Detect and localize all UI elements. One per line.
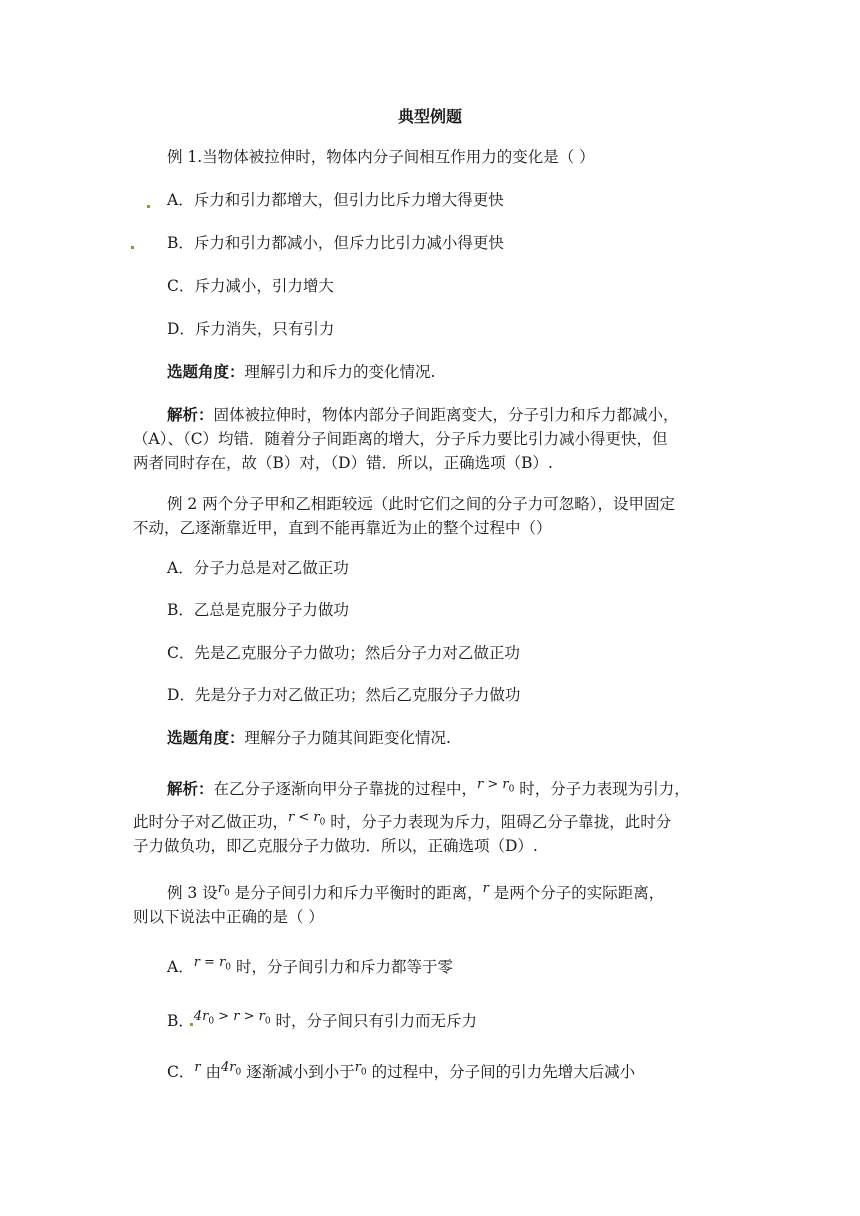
- ex1-question: 例 1.当物体被拉伸时，物体内分子间相互作用力的变化是（ ）: [167, 148, 595, 166]
- ex2-question-line1: 例 2 两个分子甲和乙相距较远（此时它们之间的分子力可忽略），设甲固定: [167, 495, 675, 513]
- analysis-text: 固体被拉伸时，物体内部分子间距离变大，分子引力和斥力都减小，: [213, 406, 679, 424]
- angle-text: 理解引力和斥力的变化情况.: [244, 363, 436, 381]
- decor-mark: [131, 246, 134, 249]
- ex2-option-b: B．乙总是克服分子力做功: [167, 601, 349, 619]
- ex2-angle: [167, 727, 451, 749]
- ex2-option-c: C．先是乙克服分子力做功；然后分子力对乙做正功: [167, 644, 520, 662]
- analysis-label: 解析：: [167, 405, 214, 424]
- analysis-label: 解析：: [167, 779, 214, 798]
- math-r0: r0: [217, 881, 230, 899]
- math-expr: r < r0: [288, 810, 326, 828]
- ex2-analysis-line3: 子力做负功，即乙克服分子力做功．所以，正确选项（D）.: [133, 837, 538, 855]
- analysis-text: 时，分子力表现为引力，: [514, 780, 690, 798]
- ex3-option-b: B．$^{4r_0 > r > r_0}$ 时，分子间只有引力而无斥力: [167, 1009, 478, 1030]
- ex1-analysis-line3: 两者同时存在，故（B）对，（D）错．所以，正确选项（B）.: [133, 454, 553, 472]
- math-r: r: [482, 881, 489, 896]
- ex1-option-a: A．斥力和引力都增大，但引力比斥力增大得更快: [167, 191, 504, 209]
- ex2-analysis-line2: 此时分子对乙做正功，$^{r < r_0}$ 时，分子力表现为斥力，阻碍乙分子靠拢，此时分: [133, 810, 672, 831]
- angle-label: 选题角度：: [167, 728, 245, 747]
- ex2-analysis-line1: [167, 778, 690, 807]
- math-expr: r > r0: [477, 777, 515, 795]
- decor-mark: [147, 205, 150, 208]
- ex1-angle: [167, 361, 435, 383]
- angle-label: 选题角度：: [167, 362, 245, 381]
- ex2-question-line2: 不动，乙逐渐靠近甲，直到不能再靠近为止的整个过程中（）: [133, 519, 552, 537]
- math-r0: r0: [354, 1060, 367, 1078]
- math-expr: 4r0 > r > r0: [193, 1009, 271, 1027]
- ex1-option-d: D．斥力消失，只有引力: [167, 320, 335, 338]
- analysis-text: 在乙分子逐渐向甲分子靠拢的过程中，: [213, 780, 478, 798]
- ex2-option-a: A．分子力总是对乙做正功: [167, 559, 349, 577]
- ex3-option-c: C．$^r$ 由$^{4r_0}$ 逐渐减小到小于$^{r_0}$ 的过程中，分子间的引力先增大后减小: [167, 1060, 636, 1081]
- ex1-analysis-line2: （A）、（C）均错．随着分子间距离的增大，分子斥力要比引力减小得更快，但: [133, 430, 668, 448]
- ex3-option-a: A．$^{r = r_0}$ 时，分子间引力和斥力都等于零: [167, 955, 453, 976]
- ex1-analysis-line1: [167, 404, 679, 426]
- ex1-option-b: B．斥力和引力都减小，但斥力比引力减小得更快: [167, 234, 504, 252]
- page-title: 典型例题: [397, 107, 462, 126]
- ex3-question-line1: 例 3 设$^{r_0}$ 是分子间引力和斥力平衡时的距离，$^r$ 是两个分子的实际距离，: [167, 881, 665, 902]
- ex2-option-d: D．先是分子力对乙做正功；然后乙克服分子力做功: [167, 686, 521, 704]
- ex1-option-c: C．斥力减小，引力增大: [167, 277, 334, 295]
- math-expr: r = r0: [193, 955, 232, 973]
- math-4r0: 4r0: [221, 1060, 242, 1078]
- math-r: r: [194, 1060, 201, 1075]
- angle-text: 理解分子力随其间距变化情况.: [244, 729, 451, 747]
- ex3-question-line2: 则以下说法中正确的是（ ）: [133, 908, 324, 926]
